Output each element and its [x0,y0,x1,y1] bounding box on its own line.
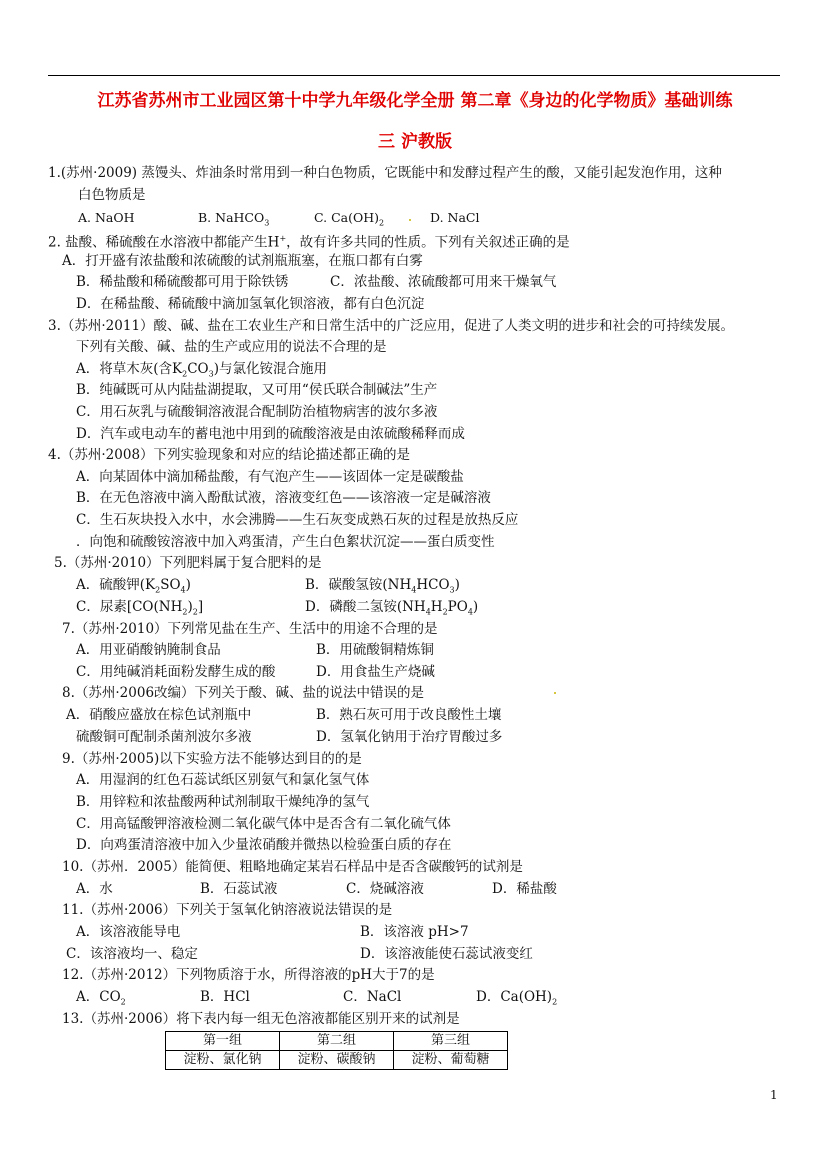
q3-option-d: D．汽车或电动车的蓄电池中用到的硫酸溶液是由浓硫酸稀释而成 [76,426,465,442]
q1-stem-line-2: 白色物质是 [78,187,146,203]
speck-mark [409,219,411,221]
q1-option-b: B. NaHCO$_3$ [198,210,270,228]
q7-option-d: D．用食盐生产烧碱 [316,664,435,680]
table-row [166,1051,508,1070]
q1-stem-line-1: 1.(苏州·2009) 蒸馒头、炸油条时常用到一种白色物质，它既能中和发酵过程产生的酸，又能引起发泡作用，这种 [48,165,722,181]
q7-stem: 7.（苏州·2010）下列常见盐在生产、生活中的用途不合理的是 [62,621,438,637]
q11-option-a: A．该溶液能导电 [76,924,181,940]
table-header-row [166,1032,508,1051]
q10-stem: 10.（苏州．2005）能简便、粗略地确定某岩石样品中是否含碳酸钙的试剂是 [62,859,523,875]
q8-option-b: B．熟石灰可用于改良酸性土壤 [316,707,502,723]
q13-stem: 13.（苏州·2006）将下表内每一组无色溶液都能区别开来的试剂是 [62,1011,460,1027]
table-header-cell: 第三组 [394,1032,508,1051]
q1-option-a: A. NaOH [78,210,135,225]
table-header-cell: 第一组 [166,1032,280,1051]
q7-option-b: B．用硫酸铜精炼铜 [316,642,434,658]
q7-option-a: A．用亚硝酸钠腌制食品 [76,642,221,658]
speck-mark [554,692,556,694]
q12-option-c: C．NaCl [343,989,402,1005]
q4-option-a: A．向某固体中滴加稀盐酸，有气泡产生——该固体一定是碳酸盐 [76,469,464,485]
q10-option-a: A．水 [76,881,113,897]
q10-option-d: D．稀盐酸 [492,881,557,897]
q5-option-a: A．硫酸钾$(K_2SO_4)$ [76,577,191,595]
q9-option-a: A．用湿润的红色石蕊试纸区别氨气和氯化氢气体 [76,772,370,788]
reagent-table [165,1031,508,1070]
q11-option-c: C．该溶液均一、稳定 [66,946,198,962]
header-rule [48,75,780,76]
q8-option-c: 硫酸铜可配制杀菌剂波尔多液 [76,729,252,745]
q9-option-c: C．用高锰酸钾溶液检测二氧化碳气体中是否含有二氧化硫气体 [76,816,451,832]
table-cell: 淀粉、氯化钠 [166,1051,280,1070]
q2-option-c: C．浓盐酸、浓硫酸都可用来干燥氧气 [330,274,557,290]
q5-stem: 5.（苏州·2010）下列肥料属于复合肥料的是 [54,555,322,571]
q12-option-b: B．HCl [200,989,250,1005]
table-cell: 淀粉、葡萄糖 [394,1051,508,1070]
q8-stem: 8.（苏州·2006改编）下列关于酸、碱、盐的说法中错误的是 [62,685,425,701]
q3-stem-line-2: 下列有关酸、碱、盐的生产或应用的说法不合理的是 [76,339,387,355]
q5-option-d: D．磷酸二氢铵$(NH_4H_2PO_4)$ [305,599,479,617]
q11-stem: 11.（苏州·2006）下列关于氢氧化钠溶液说法错误的是 [62,902,393,918]
table-header-cell: 第二组 [280,1032,394,1051]
q12-option-d: D．$Ca(OH)_2$ [476,989,558,1007]
q3-option-a: A．将草木灰(含$K_2CO_3$)与氯化铵混合施用 [76,361,327,379]
q5-option-b: B．碳酸氢铵$(NH_4HCO_3)$ [305,577,460,595]
document-title-line-2: 三 沪教版 [378,132,452,152]
q3-stem-line-1: 3.（苏州·2011）酸、碱、盐在工农业生产和日常生活中的广泛应用，促进了人类文明的进步和社会的可持续发展。 [48,318,735,334]
q12-option-a: A．$CO_2$ [76,989,126,1007]
q11-option-b: B．该溶液 pH>7 [360,924,469,940]
table-cell: 淀粉、碳酸钠 [280,1051,394,1070]
q5-option-c: C．尿素$[CO(NH_2)_2]$ [76,599,204,617]
q4-stem: 4.（苏州·2008）下列实验现象和对应的结论描述都正确的是 [48,447,411,463]
q4-option-c: C．生石灰块投入水中，水会沸腾——生石灰变成熟石灰的过程是放热反应 [76,512,519,528]
q8-option-d: D．氢氧化钠用于治疗胃酸过多 [316,729,503,745]
q9-option-b: B．用锌粒和浓盐酸两种试剂制取干燥纯净的氢气 [76,794,370,810]
q9-option-d: D．向鸡蛋清溶液中加入少量浓硝酸并微热以检验蛋白质的存在 [76,837,452,853]
q2-option-b: B．稀盐酸和稀硫酸都可用于除铁锈 [76,274,289,290]
q2-option-a: A．打开盛有浓盐酸和浓硫酸的试剂瓶瓶塞，在瓶口都有白雾 [62,253,423,269]
q8-option-a: A．硝酸应盛放在棕色试剂瓶中 [66,707,252,723]
q1-option-d: D. NaCl [430,210,480,225]
document-title-line-1: 江苏省苏州市工业园区第十中学九年级化学全册 第二章《身边的化学物质》基础训练 [97,91,733,111]
q10-option-b: B．石蕊试液 [200,881,278,897]
q4-option-b: B．在无色溶液中滴入酚酞试液，溶液变红色——该溶液一定是碱溶液 [76,490,491,506]
q12-stem: 12.（苏州·2012）下列物质溶于水，所得溶液的pH大于7的是 [62,967,435,983]
q11-option-d: D．该溶液能使石蕊试液变红 [360,946,533,962]
q10-option-c: C．烧碱溶液 [346,881,424,897]
q2-option-d: D．在稀盐酸、稀硫酸中滴加氢氧化钡溶液，都有白色沉淀 [76,296,425,312]
q3-option-c: C．用石灰乳与硫酸铜溶液混合配制防治植物病害的波尔多液 [76,404,438,420]
page-number: 1 [770,1088,778,1102]
q9-stem: 9.（苏州·2005)以下实验方法不能够达到目的的是 [62,751,362,767]
q7-option-c: C．用纯碱消耗面粉发酵生成的酸 [76,664,276,680]
q1-option-c: C. $Ca(OH)_2$ [314,210,385,228]
q2-stem: 2. 盐酸、稀硫酸在水溶液中都能产生H+，故有许多共同的性质。下列有关叙述正确的是 [48,234,570,251]
q3-option-b: B．纯碱既可从内陆盐湖提取，又可用“侯氏联合制碱法”生产 [76,382,438,398]
q4-option-d: ．向饱和硫酸铵溶液中加入鸡蛋清，产生白色絮状沉淀——蛋白质变性 [76,534,495,550]
